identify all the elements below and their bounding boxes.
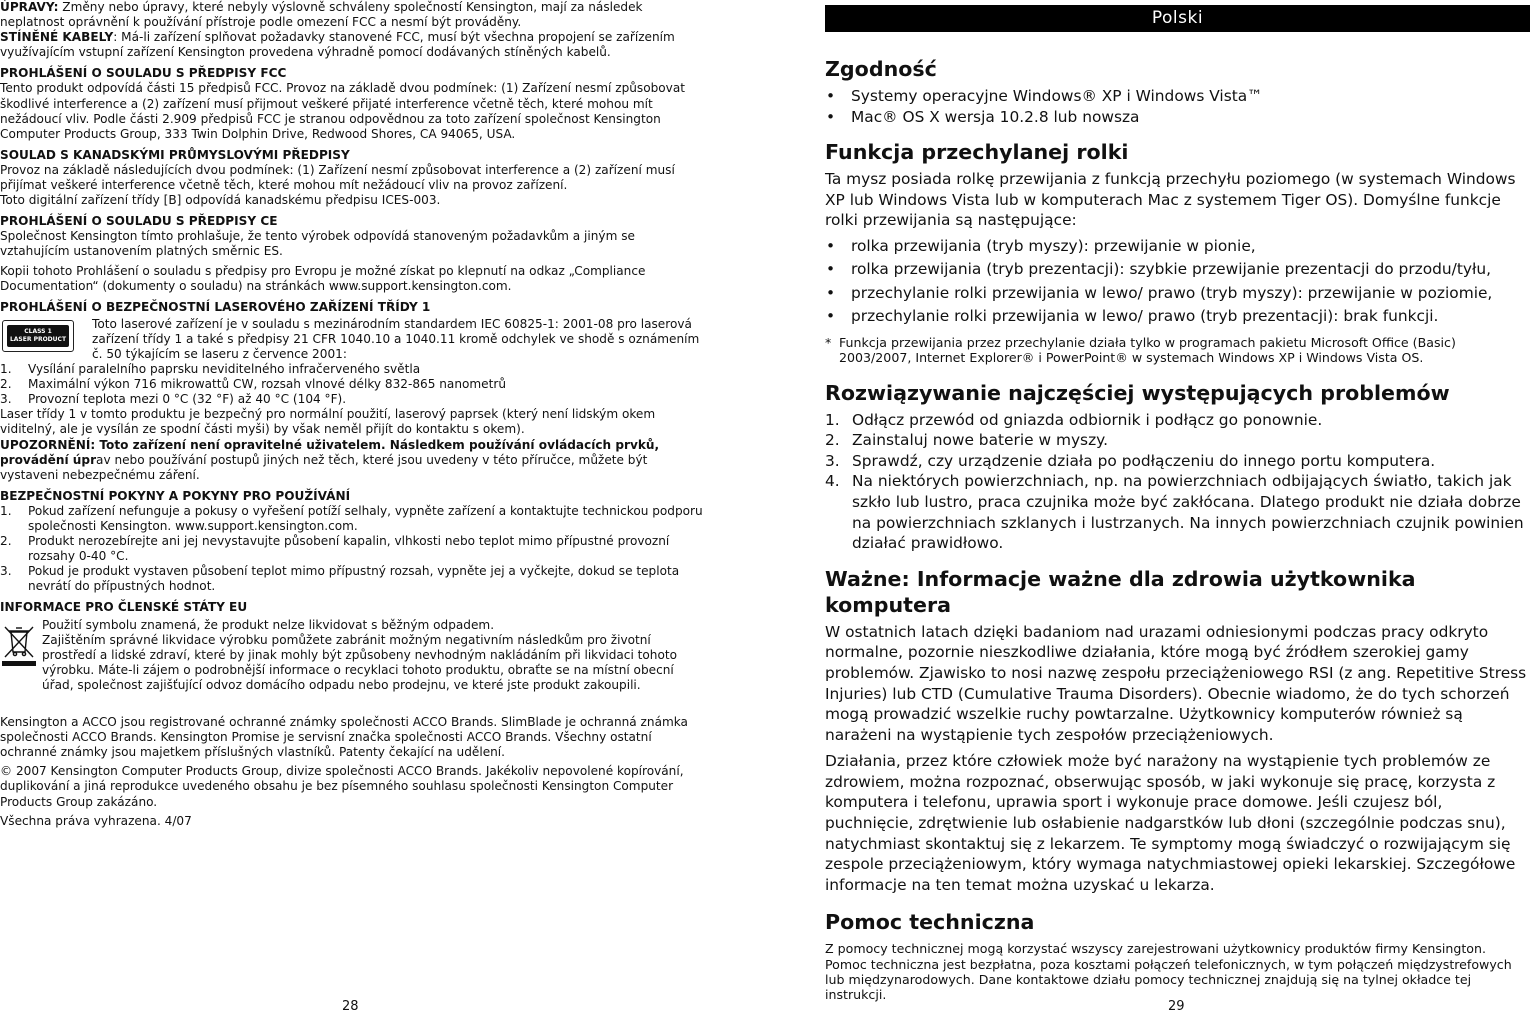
- tilt-list-item: • przechylanie rolki przewijania w lewo/ prawo (tryb myszy): przewijanie w poziomie,: [825, 282, 1530, 306]
- page-29: [825, 0, 1530, 1003]
- tilt-list-item: • rolka przewijania (tryb myszy): przewijanie w pionie,: [825, 235, 1530, 259]
- compat-list-item: • Systemy operacyjne Windows® XP i Windows Vista™: [825, 86, 1530, 107]
- safety-list-item: 1. Pokud zařízení nefunguje a pokusy o vyřešení potíží selhaly, vypněte zařízení a kontaktujte technickou podporu společnosti Kensington. www.support.kensington.com.: [0, 503, 703, 533]
- safety-list-item: 2. Produkt nerozebírejte ani jej nevystavujte působení kapalin, vlhkosti nebo teplot mimo přípustné provozní rozsahy 0-40 °C.: [0, 534, 670, 564]
- laser-list-item: 3. Provozní teplota mezi 0 °C (32 °F) až 40 °C (104 °F).: [0, 392, 347, 407]
- page-28: [0, 0, 706, 829]
- canada-text-2: Toto digitální zařízení třídy [B] odpovídá kanadskému předpisu ICES-003.: [0, 193, 441, 208]
- tilt-note: * Funkcja przewijania przez przechylanie działa tylko w programach pakietu Microsoft Office (Basic) 2003/2007, Internet Explorer® i PowerPoint® w systemach Windows XP i Windows Vista OS.: [825, 334, 1456, 366]
- copyright: © 2007 Kensington Computer Products Group, divize společnosti ACCO Brands. Jakékoliv nepovolené kopírování, duplikování a jiná reprodukce uvedeného obsahu je bez písemného souhlasu společnosti Kensington Computer Products Group zakázáno.: [0, 764, 684, 809]
- laser-list: [0, 362, 706, 407]
- troubleshooting-list-item: 4. Na niektórych powierzchniach, np. na powierzchniach odbijających światło, takich jak szkło lub lustro, praca czujnika może być zakłócana. Dlatego produkt nie działa dobrze na powierzchniach szklanych i lustrzanych. Na innych powierzchniach czujnik powinien działać prawidłowo.: [825, 472, 1524, 553]
- page-number-left: 28: [342, 999, 359, 1014]
- eu-info: [0, 618, 706, 693]
- laser-warning: UPOZORNĚNÍ: Toto zařízení není opravitelné uživatelem. Následkem používání ovládacích prvků, provádění úprav nebo používání postupů jiných než těch, které jsou uvedeny v této příručce, můžete být vystaveni nebezpečnému záření.: [0, 437, 660, 482]
- laser-list-item: 2. Maximální výkon 716 mikrowattů CW, rozsah vlnové délky 832-865 nanometrů: [0, 377, 507, 392]
- laser-list-item: 1. Vysílání paralelního paprsku neviditelného infračerveného světla: [0, 362, 421, 377]
- page-number-right: 29: [1168, 999, 1185, 1014]
- eu-text-2: Zajištěním správné likvidace výrobku pomůžete zabránit možným negativním následkům pro životní prostředí a lidské zdraví, které by jinak mohly být způsobeny nevhodným nakládáním při likvidaci tohoto výrobku. Máte-li zájem o podrobnější informace o recyklaci tohoto produktu, obraťte se na místní obecní úřad, společnost zajišťující odvoz domácího odpadu nebo prodejnu, ve které jste produkt zakoupili.: [42, 632, 677, 692]
- safety-list-item: 3. Pokud je produkt vystaven působení teplot mimo přípustný rozsah, vypněte jej a vyčkejte, dokud se teplota nevrátí do přípustných hodnot.: [0, 564, 680, 594]
- language-header: Polski: [825, 5, 1530, 32]
- compat-list-item: • Mac® OS X wersja 10.2.8 lub nowsza: [825, 107, 1530, 128]
- canada-heading: SOULAD S KANADSKÝMI PRŮMYSLOVÝMI PŘEDPISY: [0, 147, 350, 162]
- eu-heading: INFORMACE PRO ČLENSKÉ STÁTY EU: [0, 600, 248, 615]
- safety-list: [0, 504, 706, 595]
- tilt-text: Ta mysz posiada rolkę przewijania z funkcją przechyłu poziomego (w systemach Windows XP lub Windows Vista lub w komputerach Mac z systemem Tiger OS). Domyślne funkcje rolki przewijania są następujące:: [825, 170, 1516, 230]
- troubleshooting-list-item: 1. Odłącz przewód od gniazda odbiornik i podłącz go ponownie.: [825, 410, 1323, 429]
- shielded-cables-paragraph: STÍNĚNÉ KABELY: Má-li zařízení splňovat požadavky stanovené FCC, musí být všechna propojení se zařízením využívajícím vstupní zařízení Kensington provedena výhradně pomocí dodávaných stíněných kabelů.: [0, 30, 675, 60]
- trademarks: Kensington a ACCO jsou registrované ochranné známky společnosti ACCO Brands. SlimBlade je ochranná známka společnosti ACCO Brands. Kensington Promise je servisní značka společnosti ACCO Brands. Všechny ostatní ochranné známky jsou majetkem příslušných vlastníků. Patenty čekající na udělení.: [0, 715, 688, 760]
- troubleshooting-list: [825, 410, 1530, 554]
- health-paragraph-2: Działania, przez które człowiek może być narażony na wystąpienie tych problemów ze zdrowiem, można rozpoznać, obserwując sposób, w jaki wykonuje się pracę, korzysta z komputera i telefonu, uprawia sport i wykonuje prace domowe. Jeśli czujesz ból, puchnięcie, zdrętwienie lub osłabienie nadgarstków lub dłoni (szczególnie podczas snu), natychmiast skontaktuj się z lekarzem. Te symptomy mogą świadczyć o rozwijającym się zespole przeciążeniowym, który wymaga natychmiastowej opieki lekarskiej. Szczegółowe informacje na ten temat można uzyskać u lekarza.: [825, 752, 1516, 894]
- tilt-list-item: • rolka przewijania (tryb prezentacji): szybkie przewijanie prezentacji do przodu/tyłu,: [825, 258, 1530, 282]
- troubleshooting-list-item: 3. Sprawdź, czy urządzenie działa po podłączeniu do innego portu komputera.: [825, 451, 1436, 470]
- laser-text: Laser třídy 1 v tomto produktu je bezpečný pro normální použití, laserový paprsek (který není lidským okem viditelný, ale je vysílán ze spodní části myši) by však neměl přijít do kontaktu s okem).: [0, 407, 656, 437]
- troubleshooting-list-item: 2. Zainstaluj nowe baterie w myszy.: [825, 431, 1108, 450]
- crossed-bin-icon: [0, 618, 42, 693]
- canada-text: Provoz na základě následujících dvou podmínek: (1) Zařízení nesmí způsobovat interference a (2) zařízení musí přijímat veškeré interference včetně těch, které mohou mít nežádoucí vliv na provoz zařízení.: [0, 162, 675, 193]
- health-heading: Ważne: Informacje ważne dla zdrowia użytkownika komputera: [825, 566, 1416, 617]
- compat-list: [825, 86, 1530, 127]
- laser-statement: [0, 317, 706, 362]
- tilt-heading: Funkcja przechylanej rolki: [825, 140, 1129, 165]
- ce-text: Společnost Kensington tímto prohlašuje, že tento výrobek odpovídá stanoveným požadavkům a jiným se vztahujícím ustanovením platných směrnic ES.: [0, 229, 635, 259]
- support-text: Z pomocy technicznej mogą korzystać wszyscy zarejestrowani użytkownicy produktów firmy Kensington. Pomoc techniczna jest bezpłatna, poza kosztami połączeń telefonicznych, w tym połączeń międzystrefowych lub międzynarodowych. Dane kontaktowe działu pomocy technicznej znajdują się na tylnej okładce tej instrukcji.: [825, 941, 1512, 1003]
- rights-reserved: Všechna práva vyhrazena. 4/07: [0, 813, 192, 828]
- safety-heading: BEZPEČNOSTNÍ POKYNY A POKYNY PRO POUŽÍVÁNÍ: [0, 488, 351, 503]
- tilt-list-item: • przechylanie rolki przewijania w lewo/ prawo (tryb prezentacji): brak funkcji.: [825, 305, 1530, 329]
- tilt-list: [825, 235, 1530, 329]
- fcc-heading: PROHLÁŠENÍ O SOULADU S PŘEDPISY FCC: [0, 66, 287, 81]
- compat-heading: Zgodność: [825, 57, 937, 81]
- health-paragraph-1: W ostatnich latach dzięki badaniom nad urazami odniesionymi podczas pracy odkryto normalne, pozornie nieszkodliwe działania, które mogą być źródłem szerokiej gamy problemów. Zjawisko to nosi nazwę zespołu przeciążeniowego RSI (z ang. Repetitive Stress Injuries) lub CTD (Cumulative Trauma Disorders). Obecnie wiadomo, że do tych schorzeń mogą prowadzić wszelkie ruchy powtarzalne. Użytkownicy komputerów również są narażeni na wystąpienie tych zespołów przeciążeniowych.: [825, 622, 1527, 744]
- laser-intro: Toto laserové zařízení je v souladu s mezinárodním standardem IEC 60825-1: 2001-08 pro laserová zařízení třídy 1 a také s předpisy 21 CFR 1040.10 a 1040.11 kromě odchylek ve shodě s oznámením č. 50 týkajícím se laseru z července 2001:: [92, 316, 700, 361]
- troubleshooting-heading: Rozwiązywanie najczęściej występujących problemów: [825, 380, 1450, 405]
- modifications-paragraph: ÚPRAVY: Změny nebo úpravy, které nebyly výslovně schváleny společností Kensington, mají za následek neplatnost oprávnění k používání přístroje podle omezení FCC a nesmí být prováděny.: [0, 0, 643, 30]
- support-heading: Pomoc techniczna: [825, 910, 1035, 935]
- class1-laser-label: CLASS 1 LASER PRODUCT: [2, 320, 74, 352]
- ce-text-2: Kopii tohoto Prohlášení o souladu s předpisy pro Evropu je možné získat po klepnutí na odkaz „Compliance Documentation“ (dokumenty o souladu) na stránkách www.support.kensington.com.: [0, 263, 646, 293]
- laser-heading: PROHLÁŠENÍ O BEZPEČNOSTNÍ LASEROVÉHO ZAŘÍZENÍ TŘÍDY 1: [0, 299, 431, 314]
- eu-text-1: Použití symbolu znamená, že produkt nelze likvidovat s běžným odpadem.: [42, 617, 495, 632]
- fcc-text: Tento produkt odpovídá části 15 předpisů FCC. Provoz na základě dvou podmínek: (1) Zařízení nesmí způsobovat škodlivé interference a (2) zařízení musí přijmout veškeré přijaté interference včetně těch, které mohou mít nežádoucí vliv. Podle části 2.909 předpisů FCC je stranou odpovědnou za toto zařízení společnost Kensington Computer Products Group, 333 Twin Dolphin Drive, Redwood Shores, CA 94065, USA.: [0, 81, 685, 141]
- ce-heading: PROHLÁŠENÍ O SOULADU S PŘEDPISY CE: [0, 214, 278, 229]
